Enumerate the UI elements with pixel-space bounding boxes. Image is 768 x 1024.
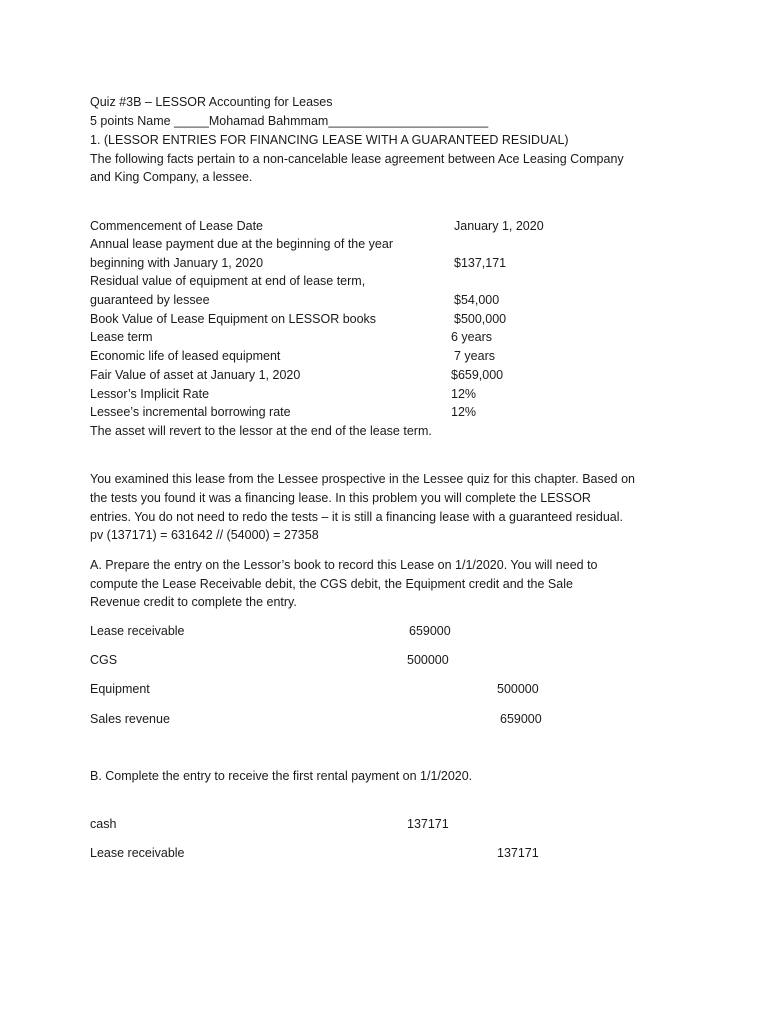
journal-debit: 137171 bbox=[407, 817, 449, 831]
examined-line-3: entries. You do not need to redo the tests – it is still a financing lease with a guaranteed residual. bbox=[90, 510, 623, 524]
fact-label: Book Value of Lease Equipment on LESSOR books bbox=[90, 312, 377, 326]
journal-credit: 500000 bbox=[497, 682, 539, 696]
journal-account: Sales revenue bbox=[90, 712, 170, 726]
fact-value: $54,000 bbox=[454, 293, 500, 307]
fact-value: 12% bbox=[451, 387, 477, 401]
journal-account: CGS bbox=[90, 653, 118, 667]
journal-debit: 659000 bbox=[409, 624, 451, 638]
journal-credit: 659000 bbox=[500, 712, 542, 726]
fact-label: Lessee’s incremental borrowing rate bbox=[90, 405, 291, 419]
fact-label: guaranteed by lessee bbox=[90, 293, 210, 307]
fact-value: $659,000 bbox=[451, 368, 504, 382]
part-a-line-1: A. Prepare the entry on the Lessor’s book to record this Lease on 1/1/2020. You will need to bbox=[90, 558, 598, 572]
fact-label: Economic life of leased equipment bbox=[90, 349, 281, 363]
journal-debit: 500000 bbox=[407, 653, 449, 667]
journal-credit: 137171 bbox=[497, 846, 539, 860]
fact-label: Fair Value of asset at January 1, 2020 bbox=[90, 368, 301, 382]
part-b-line-1: B. Complete the entry to receive the first rental payment on 1/1/2020. bbox=[90, 769, 473, 783]
name-line: 5 points Name _____Mohamad Bahmmam_______________________ bbox=[90, 114, 489, 128]
fact-value: 12% bbox=[451, 405, 477, 419]
fact-value: $500,000 bbox=[454, 312, 507, 326]
fact-label: Residual value of equipment at end of lease term, bbox=[90, 274, 366, 288]
journal-account: Equipment bbox=[90, 682, 150, 696]
question-heading: 1. (LESSOR ENTRIES FOR FINANCING LEASE WITH A GUARANTEED RESIDUAL) bbox=[90, 133, 569, 147]
journal-account: Lease receivable bbox=[90, 624, 185, 638]
journal-account: Lease receivable bbox=[90, 846, 185, 860]
quiz-title: Quiz #3B – LESSOR Accounting for Leases bbox=[90, 95, 333, 109]
part-a-line-3: Revenue credit to complete the entry. bbox=[90, 595, 297, 609]
part-a-line-2: compute the Lease Receivable debit, the CGS debit, the Equipment credit and the Sale bbox=[90, 577, 573, 591]
fact-label: Lessor’s Implicit Rate bbox=[90, 387, 210, 401]
fact-label: Lease term bbox=[90, 330, 153, 344]
fact-label: The asset will revert to the lessor at the end of the lease term. bbox=[90, 424, 432, 438]
fact-value: 6 years bbox=[451, 330, 492, 344]
intro-line-2: and King Company, a lessee. bbox=[90, 170, 253, 184]
fact-label: Annual lease payment due at the beginning of the year bbox=[90, 237, 393, 251]
fact-value: January 1, 2020 bbox=[454, 219, 544, 233]
fact-label: Commencement of Lease Date bbox=[90, 219, 264, 233]
fact-value: $137,171 bbox=[454, 256, 507, 270]
fact-label: beginning with January 1, 2020 bbox=[90, 256, 264, 270]
examined-line-1: You examined this lease from the Lessee prospective in the Lessee quiz for this chapter. Based on bbox=[90, 472, 636, 486]
examined-line-2: the tests you found it was a financing lease. In this problem you will complete the LESSOR bbox=[90, 491, 591, 505]
fact-value: 7 years bbox=[454, 349, 495, 363]
pv-calculation: pv (137171) = 631642 // (54000) = 27358 bbox=[90, 528, 319, 542]
journal-account: cash bbox=[90, 817, 117, 831]
intro-line-1: The following facts pertain to a non-cancelable lease agreement between Ace Leasing Company bbox=[90, 152, 624, 166]
